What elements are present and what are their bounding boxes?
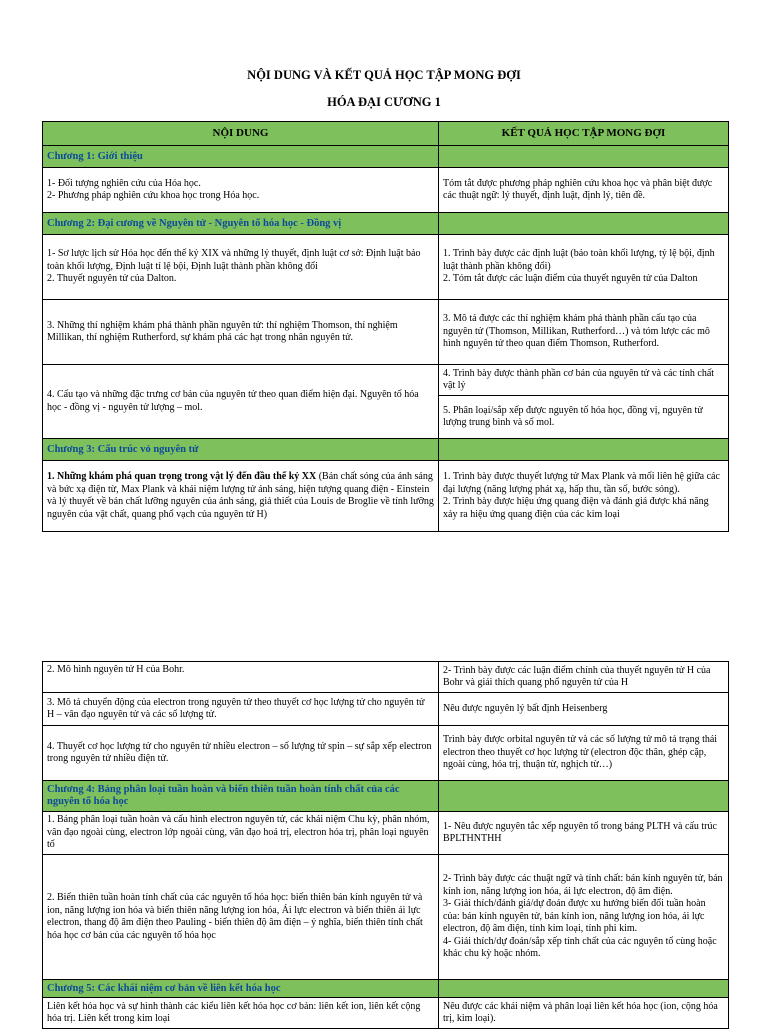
document-title: NỘI DUNG VÀ KẾT QUẢ HỌC TẬP MONG ĐỢI xyxy=(247,68,521,82)
outcome-cell: 5. Phân loại/sắp xếp được nguyên tố hóa học, đồng vị, nguyên tử lượng trung bình và số mol. xyxy=(439,396,729,439)
outcome-cell: Tóm tắt được phương pháp nghiên cứu khoa học và phân biệt được các thuật ngữ: lý thuyết, định luật, định lý, tiên đề. xyxy=(439,168,729,213)
content-cell xyxy=(43,235,439,300)
content-cell: 4. Thuyết cơ học lượng tử cho nguyên tử nhiều electron – số lượng tử spin – sự sắp xếp electron trong nguyên tử nhiều điện tử. xyxy=(43,726,439,781)
outcome-cell: 2- Trình bày được các luận điểm chính của thuyết nguyên tử H của Bohr và giải thích quang phổ nguyên tử của H xyxy=(439,662,729,693)
outcome-cell: Nêu được nguyên lý bất định Heisenberg xyxy=(439,693,729,726)
table-row xyxy=(43,365,729,396)
content-cell: 2. Biến thiên tuần hoàn tính chất của các nguyên tố hóa học: biến thiên bán kính nguyên tử và ion, năng lượng ion hóa và biến thiên năng lượng ion hóa, Ái lực electron và biến thiên ái lực electron, thang độ âm điện theo Pauling - biến thiên độ âm điện – ý nghĩa, biến thiên tính chất hóa học cơ bản của các nguyên tố hóa học xyxy=(43,855,439,980)
outcome-line: 1. Trình bày được thuyết lượng tử Max Plank và mối liên hệ giữa các đại lượng (năng lượng phát xạ, hấp thu, tần số, bước sóng). xyxy=(443,471,720,495)
outcome-cell xyxy=(439,235,729,300)
content-cell: 3. Mô tả chuyển động của electron trong nguyên tử theo thuyết cơ học lượng tử cho nguyên tử H – vân đạo nguyên tử và các số lượng tử. xyxy=(43,693,439,726)
outcome-line: 2. Tóm tắt được các luận điểm của thuyết nguyên tử của Dalton xyxy=(443,273,698,285)
chapter-row xyxy=(43,213,729,235)
outcome-line: 2. Trình bày được hiệu ứng quang điện và đánh giá được khả năng xảy ra hiệu ứng quang điện của các kim loại xyxy=(443,496,709,520)
content-line: 1- Sơ lược lịch sử Hóa học đến thế kỷ XIX và những lý thuyết, định luật cơ sở: Định luật bảo toàn khối lượng, Định luật tỉ lệ bội, Định luật thành phần không đổi xyxy=(47,248,421,272)
content-cell: 4. Cấu tạo và những đặc trưng cơ bản của nguyên tử theo quan điểm hiện đại. Nguyên tố hóa học - đồng vị - nguyên tử lượng – mol. xyxy=(43,365,439,439)
outcome-cell: Trình bày được orbital nguyên tử và các số lượng tử mô tả trạng thái electron theo thuyết cơ học lượng tử (electron độc thân, ghép cặp, ngoài cùng, hóa trị, thuận từ, nghịch từ…) xyxy=(439,726,729,781)
content-cell xyxy=(43,168,439,213)
outcome-line: 2- Trình bày được các thuật ngữ và tính chất: bán kính nguyên tử, bán kính ion, năng lượng ion hóa, ái lực electron, độ âm điện. xyxy=(443,873,723,897)
table-row xyxy=(43,168,729,213)
outcome-cell xyxy=(439,855,729,980)
outcome-line: 1. Trình bày được các định luật (bảo toàn khối lượng, tỷ lệ bội, định luật thành phần không đổi) xyxy=(443,248,715,272)
outcome-line: 4- Giải thích/dự đoán/sắp xếp tính chất của các nguyên tố cùng hoặc khác chu kỳ hoặc nhóm. xyxy=(443,935,717,960)
table-row xyxy=(43,235,729,300)
chapter-4-title: Chương 4: Bảng phân loại tuần hoàn và biến thiên tuần hoàn tính chất của các nguyên tố hóa học xyxy=(43,781,439,812)
table-row xyxy=(43,300,729,365)
outcome-cell: 1- Nêu được nguyên tắc xếp nguyên tố trong bảng PLTH và cấu trúc BPLTHNTHH xyxy=(439,812,729,855)
chapter-1-title: Chương 1: Giới thiệu xyxy=(43,146,439,168)
table-header-row xyxy=(43,122,729,146)
table-row xyxy=(43,662,729,693)
header-expected-results: KẾT QUẢ HỌC TẬP MONG ĐỢI xyxy=(439,122,729,146)
chapter-2-title: Chương 2: Đại cương về Nguyên tử - Nguyên tố hóa học - Đồng vị xyxy=(43,213,439,235)
content-line: 2. Thuyết nguyên tử của Dalton. xyxy=(47,273,177,285)
chapter-3-title: Chương 3: Cấu trúc vỏ nguyên tử xyxy=(43,439,439,461)
outcome-cell: Nêu được các khái niệm và phân loại liên kết hóa học (ion, cộng hóa trị, kim loại). xyxy=(439,998,729,1029)
chapter-row xyxy=(43,439,729,461)
chapter-row xyxy=(43,781,729,812)
outcome-line: 3- Giải thích/đánh giá/dự đoán được xu hướng biến đổi tuần hoàn của: bán kính nguyên tử, bán kính ion, năng lượng ion hóa, ái lực electron, độ âm điện, tính kim loại, tính phi kim. xyxy=(443,898,706,935)
outcome-cell xyxy=(439,461,729,532)
content-cell: 2. Mô hình nguyên tử H của Bohr. xyxy=(43,662,439,693)
table-row xyxy=(43,693,729,726)
outcome-cell: 4. Trình bày được thành phần cơ bản của nguyên tử và các tính chất vật lý xyxy=(439,365,729,396)
content-line: 2- Phương pháp nghiên cứu khoa học trong Hóa học. xyxy=(47,190,260,201)
content-bold-lead: 1. Những khám phá quan trọng trong vật lý đến đầu thế kỷ XX xyxy=(47,471,317,482)
content-cell xyxy=(43,461,439,532)
header-content: NỘI DUNG xyxy=(43,122,439,146)
outcome-cell: 3. Mô tả được các thí nghiệm khám phá thành phần cấu tạo của nguyên tử (Thomson, Millikan, Rutherford…) và tóm lược các mô hình nguyên tử theo quan điểm Thomson, Rutherford. xyxy=(439,300,729,365)
content-table-page2 xyxy=(42,661,729,1029)
chapter-5-title: Chương 5: Các khái niệm cơ bản về liên kết hóa học xyxy=(43,980,439,998)
content-cell: 1. Bảng phân loại tuần hoàn và cấu hình electron nguyên tử, các khái niệm Chu kỳ, phân nhóm, vân đạo ngoài cùng, electron lớp ngoài cùng, vân đạo hoá trị, electron hóa trị, phân loại nguyên tố xyxy=(43,812,439,855)
chapter-row xyxy=(43,980,729,998)
content-text: (Bản chất sóng của ánh sáng và bức xạ điện từ, Max Plank và khái niệm lượng tử ánh sáng, hiện tượng quang điện - Einstein và lý thuyết về bản chất lưỡng nguyên của ánh sáng, giả thiết của Louis de Broglie về tính lưỡng nguyên của vật chất, quang phổ vạch của nguyên tử H) xyxy=(47,471,434,520)
table-row xyxy=(43,726,729,781)
content-line: 1- Đối tượng nghiên cứu của Hóa học. xyxy=(47,177,201,189)
document-subtitle: HÓA ĐẠI CƯƠNG 1 xyxy=(327,95,441,109)
content-cell: 3. Những thí nghiệm khám phá thành phần nguyên tử: thí nghiệm Thomson, thí nghiệm Millikan, thí nghiệm Rutherford, sự khám phá các hạt trong nhân nguyên tử. xyxy=(43,300,439,365)
table-row xyxy=(43,461,729,532)
content-table-page1 xyxy=(42,121,729,532)
content-cell: Liên kết hóa học và sự hình thành các kiểu liên kết hóa học cơ bản: liên kết ion, liên kết cộng hóa trị. Liên kết trong kim loại xyxy=(43,998,439,1029)
table-row xyxy=(43,812,729,855)
chapter-row xyxy=(43,146,729,168)
table-row xyxy=(43,855,729,980)
